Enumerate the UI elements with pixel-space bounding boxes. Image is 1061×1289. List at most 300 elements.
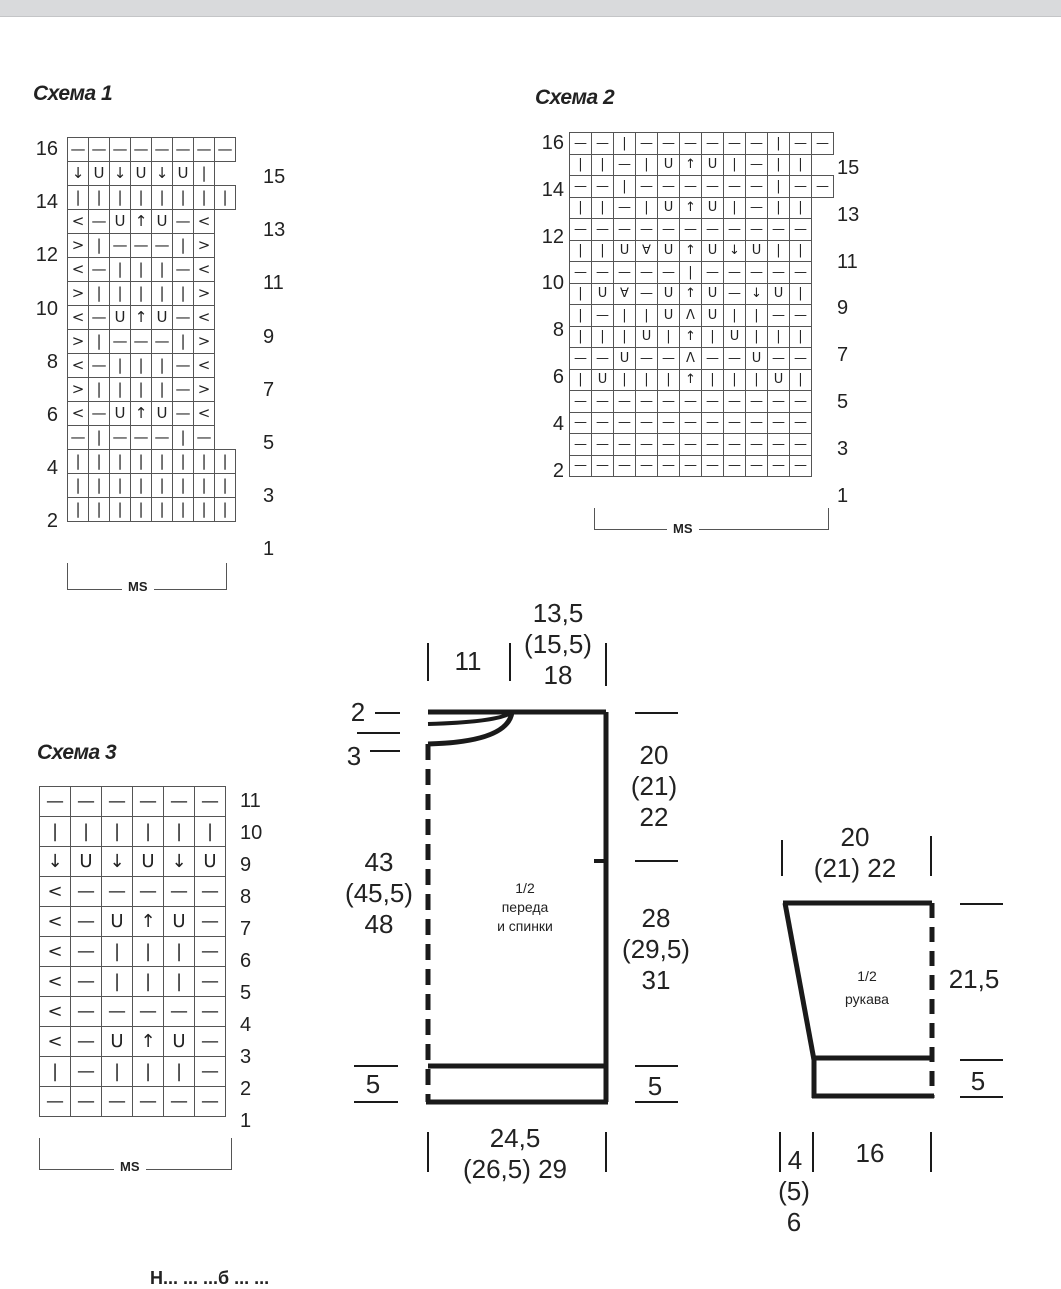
stitch-cell: | xyxy=(89,330,110,354)
stitch-cell: | xyxy=(152,354,173,378)
stitch-cell: — xyxy=(768,391,790,413)
stitch-cell: | xyxy=(702,326,724,348)
stitch-cell: U xyxy=(592,283,614,305)
stitch-cell: ↓ xyxy=(152,162,173,186)
stitch-cell: U xyxy=(702,305,724,327)
stitch-cell: Λ xyxy=(680,305,702,327)
stitch-cell: ↑ xyxy=(133,1027,164,1057)
stitch-cell: — xyxy=(768,434,790,456)
stitch-cell: — xyxy=(658,455,680,477)
stitch-cell: — xyxy=(71,937,102,967)
stitch-cell: ↓ xyxy=(110,162,131,186)
row-number-label: 9 xyxy=(837,297,849,320)
stitch-cell: — xyxy=(790,262,812,284)
stitch-cell: — xyxy=(195,907,226,937)
stitch-cell: — xyxy=(194,138,215,162)
stitch-cell: | xyxy=(71,817,102,847)
stitch-cell: — xyxy=(658,412,680,434)
stitch-cell: — xyxy=(636,455,658,477)
row-number-label: 10 xyxy=(541,272,564,295)
stitch-cell: — xyxy=(592,455,614,477)
row-number-label: 2 xyxy=(46,510,58,533)
stitch-cell: | xyxy=(110,186,131,210)
stitch-cell: | xyxy=(131,282,152,306)
stitch-cell: | xyxy=(768,240,790,262)
row-number-label: 7 xyxy=(240,918,252,940)
stitch-cell: — xyxy=(570,262,592,284)
stitch-cell: — xyxy=(636,434,658,456)
stitch-cell: | xyxy=(570,305,592,327)
stitch-cell: | xyxy=(110,498,131,522)
stitch-cell: — xyxy=(164,997,195,1027)
stitch-cell: | xyxy=(790,197,812,219)
row-number-label: 13 xyxy=(837,203,860,226)
stitch-cell: U xyxy=(658,197,680,219)
stitch-cell: | xyxy=(173,330,194,354)
stitch-cell: — xyxy=(133,877,164,907)
stitch-cell: — xyxy=(102,997,133,1027)
stitch-cell: | xyxy=(110,258,131,282)
stitch-cell: | xyxy=(133,1057,164,1087)
stitch-cell: | xyxy=(133,967,164,997)
stitch-cell: | xyxy=(164,967,195,997)
stitch-cell: | xyxy=(131,498,152,522)
stitch-cell: — xyxy=(110,234,131,258)
stitch-cell: — xyxy=(636,133,658,155)
stitch-cell: — xyxy=(724,391,746,413)
stitch-cell: — xyxy=(746,197,768,219)
stitch-cell: | xyxy=(131,378,152,402)
stitch-cell: — xyxy=(592,262,614,284)
stitch-cell: — xyxy=(131,426,152,450)
stitch-cell: — xyxy=(570,133,592,155)
stitch-cell: — xyxy=(680,133,702,155)
stitch-cell: U xyxy=(110,210,131,234)
armhole-size-3: 22 xyxy=(639,802,669,832)
stitch-cell: | xyxy=(102,1057,133,1087)
row-number-label: 4 xyxy=(46,457,58,480)
neck-depth-front: 3 xyxy=(346,741,362,771)
stitch-cell: — xyxy=(592,176,614,198)
shoulder-size-1: 13,5 xyxy=(532,598,584,628)
stitch-cell: | xyxy=(89,426,110,450)
armhole-size-1: 20 xyxy=(639,740,669,770)
stitch-cell: — xyxy=(636,283,658,305)
stitch-cell: — xyxy=(133,1087,164,1117)
stitch-cell: < xyxy=(194,354,215,378)
stitch-cell: | xyxy=(215,450,236,474)
row-number-label: 16 xyxy=(35,138,58,160)
footer-text-fragment: Н... ... ...б ... ... xyxy=(150,1268,270,1288)
stitch-cell: — xyxy=(173,378,194,402)
stitch-cell: — xyxy=(89,354,110,378)
stitch-cell: | xyxy=(133,937,164,967)
stitch-cell: — xyxy=(173,354,194,378)
stitch-cell: | xyxy=(570,240,592,262)
stitch-cell: | xyxy=(636,197,658,219)
stitch-cell: | xyxy=(110,450,131,474)
stitch-cell: | xyxy=(131,186,152,210)
stitch-cell: | xyxy=(768,154,790,176)
stitch-cell: — xyxy=(790,412,812,434)
row-number-label: 3 xyxy=(837,437,849,460)
stitch-cell: | xyxy=(173,474,194,498)
stitch-cell: — xyxy=(592,305,614,327)
stitch-cell: < xyxy=(68,402,89,426)
stitch-cell: < xyxy=(40,1027,71,1057)
stitch-cell: | xyxy=(746,326,768,348)
stitch-cell: U xyxy=(131,162,152,186)
schema-1-ms-label: MS xyxy=(122,579,154,594)
stitch-cell: — xyxy=(614,154,636,176)
stitch-cell: — xyxy=(570,391,592,413)
stitch-cell: U xyxy=(658,154,680,176)
stitch-cell: < xyxy=(68,210,89,234)
stitch-cell: — xyxy=(614,197,636,219)
stitch-cell: — xyxy=(790,391,812,413)
stitch-cell: — xyxy=(724,434,746,456)
stitch-cell: — xyxy=(658,434,680,456)
stitch-cell: | xyxy=(614,369,636,391)
stitch-cell: — xyxy=(89,402,110,426)
stitch-cell: — xyxy=(68,426,89,450)
row-number-label: 11 xyxy=(837,250,858,273)
stitch-cell: | xyxy=(152,474,173,498)
stitch-cell: | xyxy=(592,326,614,348)
stitch-cell: — xyxy=(614,455,636,477)
stitch-cell: ↑ xyxy=(680,326,702,348)
schema-1-title: Схема 1 xyxy=(33,82,113,105)
stitch-cell: | xyxy=(215,186,236,210)
sleeve-label-1: 1/2 xyxy=(857,968,877,984)
stitch-cell: — xyxy=(614,412,636,434)
stitch-cell: | xyxy=(68,498,89,522)
stitch-cell: — xyxy=(592,434,614,456)
stitch-cell: — xyxy=(614,219,636,241)
stitch-cell: > xyxy=(68,282,89,306)
schema-3-ms-label: MS xyxy=(114,1159,146,1174)
stitch-cell: | xyxy=(89,234,110,258)
stitch-cell: | xyxy=(570,326,592,348)
stitch-cell: | xyxy=(194,498,215,522)
stitch-cell: > xyxy=(68,378,89,402)
stitch-cell: < xyxy=(40,877,71,907)
stitch-cell: | xyxy=(110,474,131,498)
stitch-cell: ↑ xyxy=(680,154,702,176)
stitch-cell: | xyxy=(790,326,812,348)
stitch-cell: — xyxy=(746,219,768,241)
row-number-label: 7 xyxy=(837,344,849,367)
stitch-cell: — xyxy=(790,305,812,327)
stitch-cell: — xyxy=(164,1087,195,1117)
stitch-cell: — xyxy=(195,1057,226,1087)
row-number-label: 12 xyxy=(35,244,58,267)
stitch-cell: | xyxy=(195,817,226,847)
stitch-cell: — xyxy=(702,455,724,477)
stitch-cell: < xyxy=(194,306,215,330)
stitch-cell: — xyxy=(89,138,110,162)
stitch-cell: U xyxy=(614,240,636,262)
stitch-cell: — xyxy=(790,176,812,198)
stitch-cell: — xyxy=(790,133,812,155)
row-number-label: 9 xyxy=(240,854,252,876)
stitch-cell: | xyxy=(173,498,194,522)
stitch-cell: > xyxy=(194,330,215,354)
row-number-label: 3 xyxy=(240,1046,252,1068)
stitch-cell: — xyxy=(702,412,724,434)
row-number-label: 8 xyxy=(46,350,58,373)
stitch-cell: — xyxy=(614,262,636,284)
row-number-label: 10 xyxy=(240,822,263,844)
stitch-cell: < xyxy=(194,402,215,426)
stitch-cell: U xyxy=(89,162,110,186)
stitch-cell: | xyxy=(592,197,614,219)
stitch-cell: | xyxy=(131,354,152,378)
stitch-cell: | xyxy=(173,234,194,258)
stitch-cell: | xyxy=(636,305,658,327)
stitch-cell: — xyxy=(724,133,746,155)
stitch-cell: — xyxy=(680,176,702,198)
stitch-cell: — xyxy=(702,262,724,284)
stitch-cell: ↓ xyxy=(68,162,89,186)
stitch-cell: — xyxy=(194,426,215,450)
stitch-cell: | xyxy=(658,326,680,348)
stitch-cell: — xyxy=(724,412,746,434)
stitch-cell: — xyxy=(702,348,724,370)
stitch-cell: ↑ xyxy=(131,306,152,330)
row-number-label: 14 xyxy=(541,178,564,201)
row-number-label: 6 xyxy=(240,950,252,972)
stitch-cell: | xyxy=(768,133,790,155)
stitch-cell: | xyxy=(152,282,173,306)
stitch-cell: | xyxy=(152,258,173,282)
stitch-cell: | xyxy=(40,1057,71,1087)
stitch-cell: — xyxy=(173,402,194,426)
stitch-cell: | xyxy=(164,937,195,967)
stitch-cell: — xyxy=(195,1027,226,1057)
stitch-cell: U xyxy=(592,369,614,391)
stitch-cell: | xyxy=(746,305,768,327)
stitch-cell: — xyxy=(680,455,702,477)
stitch-cell: — xyxy=(195,937,226,967)
stitch-cell: < xyxy=(68,354,89,378)
stitch-cell: | xyxy=(164,1057,195,1087)
stitch-cell: U xyxy=(152,210,173,234)
stitch-cell: | xyxy=(89,378,110,402)
stitch-cell: | xyxy=(133,817,164,847)
stitch-cell: ↑ xyxy=(680,197,702,219)
length-size-2: (45,5) xyxy=(345,878,413,908)
rib-right-label: 5 xyxy=(647,1071,663,1101)
stitch-cell: | xyxy=(131,450,152,474)
stitch-cell: < xyxy=(68,306,89,330)
sleeve-height-label: 21,5 xyxy=(948,964,1000,994)
stitch-cell: U xyxy=(746,240,768,262)
stitch-cell: — xyxy=(614,434,636,456)
stitch-cell: | xyxy=(110,354,131,378)
stitch-cell: — xyxy=(152,330,173,354)
stitch-cell: | xyxy=(658,369,680,391)
stitch-cell: — xyxy=(570,348,592,370)
sleeve-bottom-label: 16 xyxy=(855,1138,885,1168)
stitch-cell: — xyxy=(173,306,194,330)
stitch-cell: | xyxy=(702,369,724,391)
stitch-cell: | xyxy=(89,498,110,522)
stitch-cell: — xyxy=(724,455,746,477)
stitch-cell: | xyxy=(790,369,812,391)
stitch-cell: U xyxy=(658,305,680,327)
stitch-cell: — xyxy=(195,787,226,817)
row-number-label: 2 xyxy=(552,459,564,482)
stitch-cell: | xyxy=(215,498,236,522)
stitch-cell: < xyxy=(40,937,71,967)
row-number-label: 4 xyxy=(552,412,564,435)
stitch-cell: | xyxy=(724,369,746,391)
stitch-cell: — xyxy=(195,997,226,1027)
stitch-cell: ↓ xyxy=(724,240,746,262)
stitch-cell: — xyxy=(724,219,746,241)
stitch-cell: — xyxy=(102,1087,133,1117)
stitch-cell: — xyxy=(702,133,724,155)
stitch-cell: U xyxy=(164,907,195,937)
stitch-cell: — xyxy=(133,787,164,817)
stitch-cell: | xyxy=(131,474,152,498)
rib-left-label: 5 xyxy=(365,1069,381,1099)
stitch-cell: U xyxy=(102,907,133,937)
body-label-3: и спинки xyxy=(497,918,553,934)
stitch-cell: — xyxy=(195,967,226,997)
row-number-label: 1 xyxy=(837,484,849,507)
stitch-cell: — xyxy=(40,787,71,817)
stitch-cell: U xyxy=(702,197,724,219)
stitch-cell: — xyxy=(746,455,768,477)
stitch-cell: — xyxy=(658,219,680,241)
stitch-cell: U xyxy=(658,283,680,305)
stitch-cell: U xyxy=(724,326,746,348)
stitch-cell: | xyxy=(194,186,215,210)
stitch-cell: | xyxy=(570,197,592,219)
row-number-label: 11 xyxy=(240,790,261,812)
stitch-cell: | xyxy=(570,369,592,391)
stitch-cell: U xyxy=(133,847,164,877)
stitch-cell: | xyxy=(614,305,636,327)
width-size-2: (26,5) 29 xyxy=(462,1154,568,1184)
stitch-cell: | xyxy=(110,378,131,402)
stitch-cell: — xyxy=(724,176,746,198)
sleeve-label-2: рукава xyxy=(845,991,889,1007)
schema-2-title: Схема 2 xyxy=(535,86,615,109)
stitch-cell: | xyxy=(636,154,658,176)
row-number-label: 8 xyxy=(240,886,252,908)
stitch-cell: — xyxy=(658,133,680,155)
stitch-cell: — xyxy=(71,787,102,817)
stitch-cell: | xyxy=(680,262,702,284)
stitch-cell: | xyxy=(173,426,194,450)
stitch-cell: U xyxy=(164,1027,195,1057)
stitch-cell: U xyxy=(614,348,636,370)
stitch-cell: — xyxy=(702,434,724,456)
stitch-cell: < xyxy=(194,210,215,234)
stitch-cell: | xyxy=(592,154,614,176)
stitch-cell: — xyxy=(110,426,131,450)
stitch-cell: — xyxy=(790,455,812,477)
side-size-3: 31 xyxy=(641,965,671,995)
stitch-cell: — xyxy=(152,234,173,258)
stitch-cell: ↑ xyxy=(131,402,152,426)
stitch-cell: | xyxy=(173,450,194,474)
stitch-cell: — xyxy=(790,348,812,370)
stitch-cell: ∀ xyxy=(636,240,658,262)
stitch-cell: | xyxy=(110,282,131,306)
stitch-cell: — xyxy=(110,330,131,354)
stitch-cell: U xyxy=(636,326,658,348)
stitch-cell: | xyxy=(152,186,173,210)
stitch-cell: | xyxy=(592,240,614,262)
stitch-cell: — xyxy=(102,877,133,907)
stitch-cell: — xyxy=(68,138,89,162)
stitch-cell: ↑ xyxy=(131,210,152,234)
row-number-label: 3 xyxy=(263,485,275,508)
stitch-cell: U xyxy=(658,240,680,262)
stitch-cell: Λ xyxy=(680,348,702,370)
stitch-cell: — xyxy=(152,138,173,162)
stitch-cell: U xyxy=(768,283,790,305)
cuff-size-3: 6 xyxy=(786,1207,802,1237)
stitch-cell: — xyxy=(702,176,724,198)
stitch-cell: | xyxy=(768,197,790,219)
length-size-3: 48 xyxy=(364,909,394,939)
neck-width-label: 11 xyxy=(454,646,482,676)
stitch-cell: — xyxy=(636,412,658,434)
stitch-cell: — xyxy=(636,219,658,241)
stitch-cell: | xyxy=(89,450,110,474)
stitch-cell: U xyxy=(746,348,768,370)
stitch-cell: — xyxy=(152,426,173,450)
stitch-cell: — xyxy=(746,133,768,155)
stitch-cell: — xyxy=(724,348,746,370)
stitch-cell: — xyxy=(636,176,658,198)
row-number-label: 7 xyxy=(263,378,275,401)
stitch-cell: — xyxy=(768,412,790,434)
stitch-cell: U xyxy=(702,154,724,176)
stitch-cell: — xyxy=(746,412,768,434)
stitch-cell: — xyxy=(89,258,110,282)
stitch-cell: > xyxy=(194,234,215,258)
stitch-cell: | xyxy=(215,474,236,498)
stitch-cell: | xyxy=(570,154,592,176)
stitch-cell: U xyxy=(102,1027,133,1057)
stitch-cell: — xyxy=(164,877,195,907)
neck-depth-back: 2 xyxy=(350,697,366,727)
stitch-cell: — xyxy=(592,133,614,155)
stitch-cell: — xyxy=(812,176,834,198)
stitch-cell: ↑ xyxy=(680,240,702,262)
stitch-cell: | xyxy=(768,326,790,348)
stitch-cell: — xyxy=(71,1027,102,1057)
stitch-cell: | xyxy=(102,967,133,997)
row-number-label: 5 xyxy=(837,391,849,413)
stitch-cell: — xyxy=(680,412,702,434)
stitch-cell: — xyxy=(71,877,102,907)
row-number-label: 2 xyxy=(240,1078,252,1100)
stitch-cell: | xyxy=(152,450,173,474)
stitch-cell: — xyxy=(636,348,658,370)
stitch-cell: — xyxy=(110,138,131,162)
stitch-cell: | xyxy=(68,450,89,474)
stitch-cell: — xyxy=(40,1087,71,1117)
row-number-label: 5 xyxy=(263,432,275,454)
side-size-1: 28 xyxy=(641,903,671,933)
